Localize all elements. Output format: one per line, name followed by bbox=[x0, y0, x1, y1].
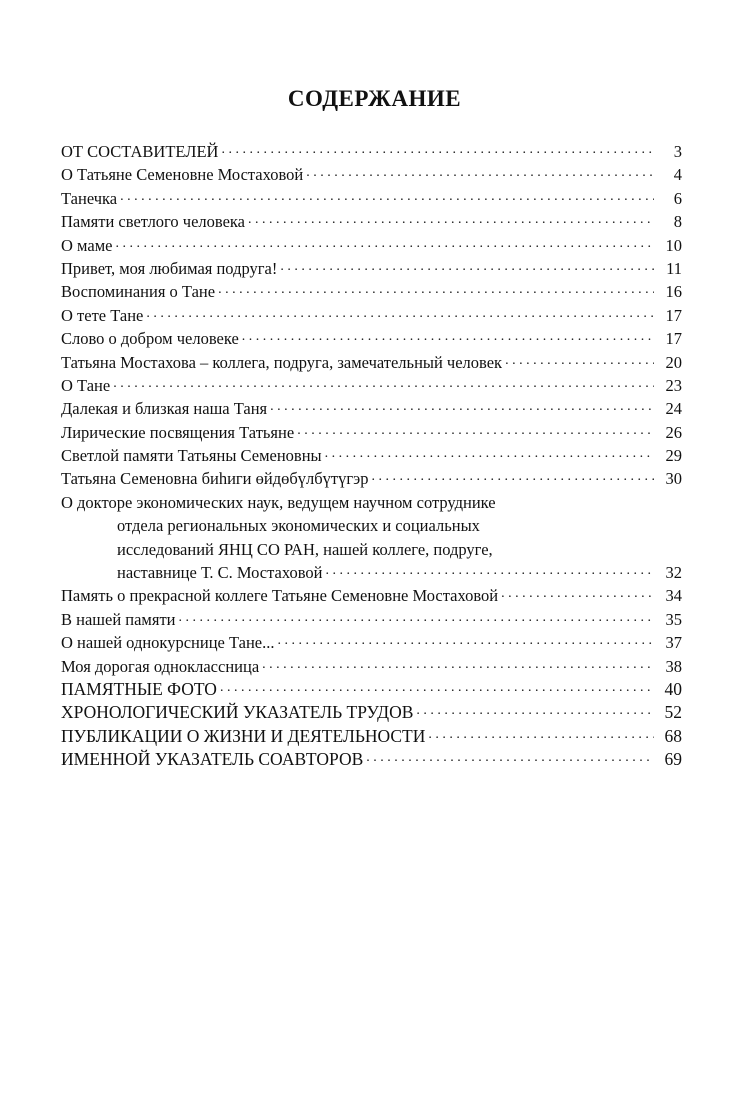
dot-leader bbox=[179, 609, 655, 625]
toc-entry-label: Память о прекрасной коллеге Татьяне Семеновне Мостаховой bbox=[61, 586, 499, 606]
toc-entry-label: ОТ СОСТАВИТЕЛЕЙ bbox=[61, 142, 219, 161]
page-title: СОДЕРЖАНИЕ bbox=[287, 86, 462, 111]
toc-entry bbox=[61, 631, 682, 654]
toc-entry-multiline bbox=[61, 491, 682, 585]
toc-entry-label: Татьяна Семеновна биһиги өйдөбүлбүтүгэр bbox=[61, 469, 369, 489]
toc-entry-label: Татьяна Мостахова – коллега, подруга, замечательный человек bbox=[61, 352, 503, 372]
dot-leader bbox=[262, 656, 654, 672]
toc-entry bbox=[61, 140, 682, 163]
toc-entry bbox=[61, 678, 682, 701]
toc-entry bbox=[61, 467, 682, 490]
toc-page-number: 69 bbox=[664, 749, 682, 770]
toc-entry bbox=[61, 280, 682, 303]
toc-entry bbox=[61, 210, 682, 233]
dot-leader bbox=[428, 726, 654, 742]
toc-page-number: 4 bbox=[673, 165, 682, 185]
toc-page-number: 68 bbox=[664, 725, 682, 746]
toc-entry-label: ПАМЯТНЫЕ ФОТО bbox=[61, 678, 217, 699]
toc-page-number: 17 bbox=[665, 305, 682, 325]
toc-entry-label: Лирические посвящения Татьяне bbox=[61, 422, 295, 442]
toc-entry bbox=[61, 748, 682, 771]
toc-page-number: 32 bbox=[665, 563, 682, 583]
toc-entry bbox=[61, 701, 682, 724]
dot-leader bbox=[501, 585, 654, 601]
toc-page-number: 52 bbox=[664, 702, 682, 723]
toc-entry bbox=[61, 163, 682, 186]
toc-entry-label: Воспоминания о Тане bbox=[61, 282, 216, 302]
toc-page-number: 16 bbox=[665, 282, 682, 302]
toc-page-number: 10 bbox=[665, 235, 682, 255]
toc-page-number: 3 bbox=[673, 142, 682, 161]
toc-entry bbox=[61, 234, 682, 257]
toc-entry-label: О нашей однокурснице Тане... bbox=[61, 633, 275, 653]
toc-entry bbox=[61, 444, 682, 467]
toc-entry-label: О маме bbox=[61, 235, 113, 255]
toc-page-number: 29 bbox=[665, 446, 682, 466]
dot-leader bbox=[218, 281, 654, 297]
toc-entry-label: Светлой памяти Татьяны Семеновны bbox=[61, 446, 322, 466]
toc-page-number: 20 bbox=[665, 352, 682, 372]
toc-entry bbox=[61, 584, 682, 607]
dot-leader bbox=[248, 211, 654, 227]
dot-leader bbox=[280, 258, 654, 274]
toc-page-number: 34 bbox=[665, 586, 682, 606]
dot-leader bbox=[115, 235, 654, 251]
dot-leader bbox=[270, 398, 654, 414]
toc-entry bbox=[61, 655, 682, 678]
dot-leader bbox=[120, 188, 654, 204]
dot-leader bbox=[371, 468, 654, 484]
toc-entry bbox=[61, 374, 682, 397]
toc-entry bbox=[61, 304, 682, 327]
toc-page-number: 8 bbox=[673, 212, 682, 232]
toc-page-number: 26 bbox=[665, 422, 682, 442]
toc-page-number: 11 bbox=[666, 258, 682, 278]
toc-entry-label: О Тане bbox=[61, 375, 111, 395]
toc-page-number: 24 bbox=[665, 399, 682, 419]
toc-page-number: 17 bbox=[665, 329, 682, 349]
toc-entry bbox=[61, 397, 682, 420]
toc-entry-label: ИМЕННОЙ УКАЗАТЕЛЬ СОАВТОРОВ bbox=[61, 749, 364, 770]
dot-leader bbox=[505, 352, 654, 368]
toc-entry-label: О тете Тане bbox=[61, 305, 144, 325]
dot-leader bbox=[297, 422, 654, 438]
dot-leader bbox=[325, 445, 654, 461]
dot-leader bbox=[278, 632, 655, 648]
toc-entry-label: Памяти светлого человека bbox=[61, 212, 246, 232]
toc-page-number: 23 bbox=[665, 375, 682, 395]
dot-leader bbox=[146, 305, 654, 321]
dot-leader bbox=[242, 328, 654, 344]
toc-page-number: 30 bbox=[665, 469, 682, 489]
toc-entry bbox=[61, 351, 682, 374]
toc-entry-line: отдела региональных экономических и социальных bbox=[117, 516, 480, 536]
toc-entry-label: ХРОНОЛОГИЧЕСКИЙ УКАЗАТЕЛЬ ТРУДОВ bbox=[61, 702, 414, 723]
dot-leader bbox=[113, 375, 654, 391]
toc-entry-label: наставнице Т. С. Мостаховой bbox=[117, 563, 323, 583]
toc-entry-line: О докторе экономических наук, ведущем научном сотруднике bbox=[61, 492, 496, 512]
toc-page-number: 38 bbox=[665, 656, 682, 676]
toc-entry-label: ПУБЛИКАЦИИ О ЖИЗНИ И ДЕЯТЕЛЬНОСТИ bbox=[61, 725, 426, 746]
toc-entry bbox=[61, 725, 682, 748]
toc-entry-last-line bbox=[61, 561, 682, 584]
dot-leader bbox=[306, 164, 654, 180]
table-of-contents bbox=[61, 140, 682, 772]
toc-page-number: 35 bbox=[665, 609, 682, 629]
dot-leader bbox=[326, 562, 655, 578]
dot-leader bbox=[221, 141, 654, 157]
toc-entry-label: Слово о добром человеке bbox=[61, 329, 239, 349]
dot-leader bbox=[416, 702, 654, 718]
toc-entry bbox=[61, 327, 682, 350]
toc-page-number: 40 bbox=[664, 678, 682, 699]
dot-leader bbox=[220, 679, 654, 695]
toc-entry-label: Далекая и близкая наша Таня bbox=[61, 399, 268, 419]
toc-entry-line: исследований ЯНЦ СО РАН, нашей коллеге, подруге, bbox=[117, 539, 493, 559]
dot-leader bbox=[366, 749, 654, 765]
toc-page-number: 6 bbox=[673, 188, 682, 208]
toc-entry-label: Моя дорогая одноклассница bbox=[61, 656, 260, 676]
toc-entry bbox=[61, 187, 682, 210]
toc-entry bbox=[61, 608, 682, 631]
toc-entry-label: В нашей памяти bbox=[61, 609, 176, 629]
toc-entry-label: О Татьяне Семеновне Мостаховой bbox=[61, 165, 304, 185]
toc-entry-label: Привет, моя любимая подруга! bbox=[61, 258, 278, 278]
toc-entry bbox=[61, 421, 682, 444]
toc-page-number: 37 bbox=[665, 633, 682, 653]
toc-entry-label: Танечка bbox=[61, 188, 118, 208]
toc-entry bbox=[61, 257, 682, 280]
